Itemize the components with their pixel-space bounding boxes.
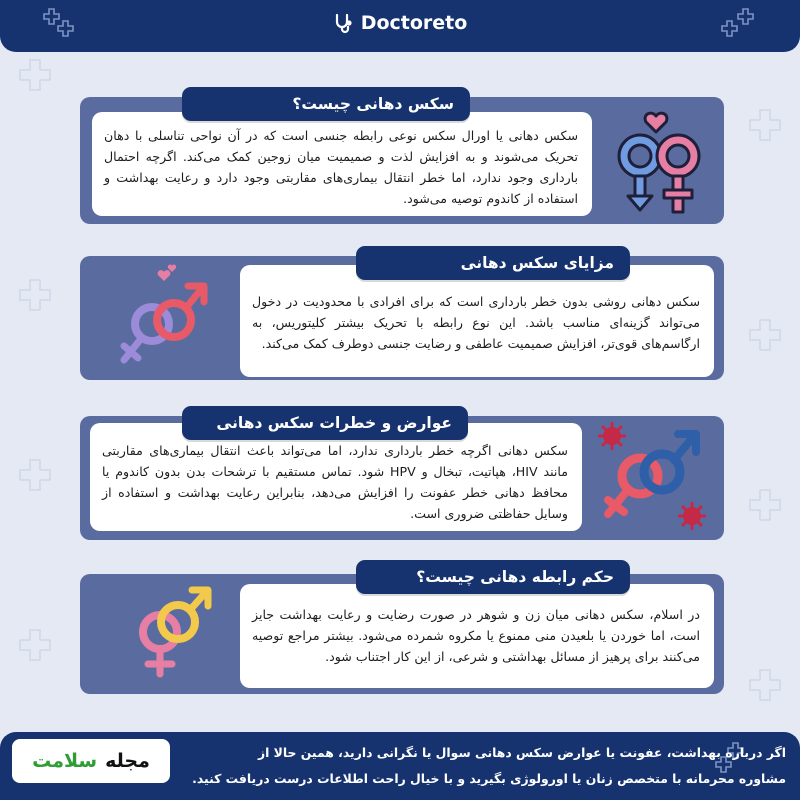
brand-logo[interactable]: [0, 0, 800, 46]
section-what-is-text: سکس دهانی یا اورال سکس نوعی رابطه جنسی است که در آن نواحی تناسلی با دهان تحریک می‌شوند و به افزایش لذت و صمیمیت میان زوجین کمک می‌کند. اگرچه احتمال بارداری وجود ندارد، اما خطر انتقال بیماری‌های مقاربتی وجود دارد و رعایت بهداشت و استفاده از کاندوم توصیه می‌شود.: [92, 112, 592, 216]
footer-line-2: مشاوره محرمانه با متخصص زنان یا اورولوژی بگیرید و با خیال راحت اطلاعات درست دریافت کنید.: [192, 771, 786, 786]
header-bar: [0, 0, 800, 52]
section-ruling-title: حکم رابطه دهانی چیست؟: [356, 560, 630, 594]
section-benefits-title: مزایای سکس دهانی: [356, 246, 630, 280]
brand-name: Doctoreto: [360, 12, 468, 34]
stethoscope-logo-icon: [333, 12, 355, 34]
section-benefits-text: سکس دهانی روشی بدون خطر بارداری است که برای افرادی با محدودیت در دخول می‌تواند گزینه‌ای مناسب باشد. این نوع رابطه با تحریک بیشتر کلیتوریس، به ارگاسم‌های قوی‌تر، افزایش صمیمیت عاطفی و رضایت جنسی دوطرف کمک می‌کند.: [240, 265, 714, 377]
section-risks-text: سکس دهانی اگرچه خطر بارداری ندارد، اما می‌تواند باعث انتقال بیماری‌های مقاربتی مانند HIV، هپاتیت، تبخال و HPV شود. تماس مستقیم با ترشحات بدن بدون کاندوم یا محافظ دهانی خطر عفونت را افزایش می‌دهد، بنابراین رعایت بهداشت و استفاده از وسایل حفاظتی ضروری است.: [90, 423, 582, 531]
section-ruling-text: در اسلام، سکس دهانی میان زن و شوهر در صورت رضایت و رعایت بهداشت جایز است، اما خوردن یا بلعیدن منی ممنوع یا مکروه شمرده می‌شود. بیشتر مراجع توصیه می‌کنند برای پرهیز از مسائل بهداشتی و شرعی، از این کار اجتناب شود.: [240, 584, 714, 688]
badge-word-health: سلامت: [32, 750, 98, 772]
section-what-is-title: سکس دهانی چیست؟: [182, 87, 470, 121]
section-risks-title: عوارض و خطرات سکس دهانی: [182, 406, 468, 440]
gender-symbols-virus-icon: [592, 418, 716, 538]
gender-symbols-heart-icon: [604, 108, 716, 220]
badge-word-magazine: مجله: [105, 750, 150, 772]
salamat-magazine-badge[interactable]: [12, 739, 170, 783]
footer-cta-text: [166, 740, 786, 792]
footer-line-1: اگر درباره بهداشت، عفونت یا عوارض سکس دهانی سوال یا نگرانی دارید، همین حالا از: [257, 745, 786, 760]
linked-gender-symbols-icon: [112, 262, 220, 374]
gender-symbols-icon: [118, 582, 218, 688]
